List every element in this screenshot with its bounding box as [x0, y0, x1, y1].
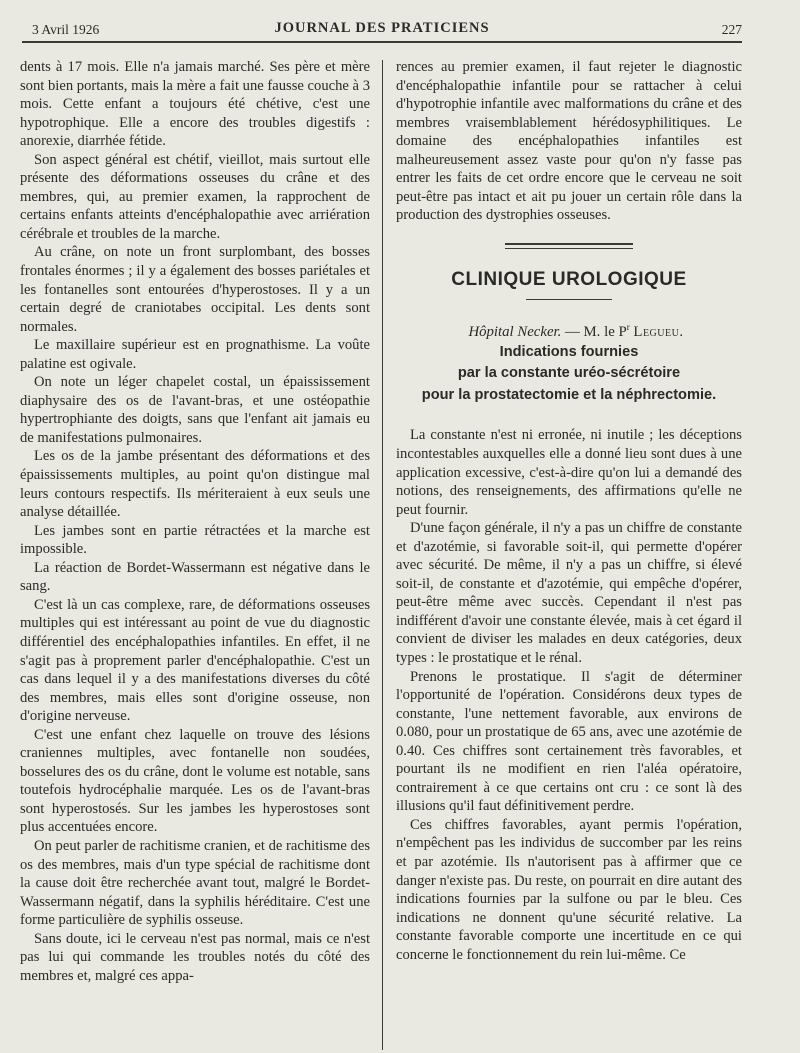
- left-column: [20, 58, 370, 985]
- paragraph: On note un léger chapelet costal, un épaississement diaphysaire des os de l'avant-bras, et une ostéopathie hypertrophiante des doigts, sans que l'enfant ait jamais eu de manifestations pulmonaires.: [20, 374, 370, 446]
- paragraph: On peut parler de rachitisme cranien, et de rachitisme des os des membres, mais d'un type spécial de rachitisme dont la cause doit être recherchée avant tout, malgré le Bordet-Wassermann négatif, dans la syphilis héréditaire. C'est une forme particulière de syphilis osseuse.: [20, 837, 370, 929]
- paragraph: D'une façon générale, il n'y a pas un chiffre de constante et d'azotémie, si favorable soit-il, qui permette d'opérer avec sécurité. De même, il n'y a pas un chiffre, si élevé soit-il, de constante et d'azotémie, qui empêche d'opérer, peut-être même avec succès. Cependant il n'est pas indifférent d'avoir une constante élevée, mais à cet égard il convient de diviser les malades en deux catégories, deux types : le prostatique et le rénal.: [396, 520, 742, 666]
- paragraph: La constante n'est ni erronée, ni inutile ; les déceptions incontestables auxquelles elle a donné lieu sont dues à une application excessive, c'est-à-dire qu'on lui a demandé des notions, des renseignements, des affirmations qu'elle ne peut fournir.: [396, 427, 742, 518]
- journal-title: JOURNAL DES PRATICIENS: [274, 20, 490, 36]
- paragraph: Sans doute, ici le cerveau n'est pas normal, mais ce n'est pas lui qui commande les troubles notés du côté des membres et, malgré ces appa-: [20, 930, 370, 984]
- byline-title-sup: r: [626, 322, 630, 333]
- right-column: [396, 58, 742, 964]
- subtitle-line: par la constante uréo-sécrétoire: [457, 365, 681, 382]
- section-title: CLINIQUE UROLOGIQUE: [451, 268, 687, 290]
- byline-author: Legueu.: [633, 324, 684, 341]
- running-header: [22, 18, 742, 40]
- byline-hospital: Hôpital Necker.: [468, 324, 562, 341]
- column-divider: [382, 60, 383, 1050]
- paragraph: Son aspect général est chétif, vieillot, mais surtout elle présente des déformations osseuses du crâne et des membres, qui, au premier examen, la rapprochent de certains enfants atteints d'encéphalopathie avec arriération cérébrale et troubles de la marche.: [20, 151, 370, 242]
- header-rule: [22, 41, 742, 43]
- paragraph: rences au premier examen, il faut rejeter le diagnostic d'encéphalopathie infantile pour se rattacher à celui d'hypotrophie infantile avec malformations du crâne et des membres vraisemblablement hérédosyphilitiques. Le domaine des encéphalopathies infantiles est malheureusement assez vaste pour qu'on n'y fasse pas entrer les faits de cet ordre encore que le cerveau ne soit peut-être pas intact et ait pu jouer un certain rôle dans la production des dystrophies osseuses.: [396, 59, 742, 224]
- paragraph: Le maxillaire supérieur est en prognathisme. La voûte palatine est ogivale.: [20, 337, 370, 372]
- paragraph: Ces chiffres favorables, ayant permis l'opération, n'empêchent pas les individus de succomber par les reins et par azotémie. Ils n'autorisent pas à affirmer que ce danger n'existe pas. Du reste, on pourrait en dire autant des indications fournies par la sulfone ou par le bleu. Ces indications ne donnent qu'une sécurité relative. La constante favorable comporte une incertitude en ce qui concerne le fonctionnement du rein lui-même. Ce: [396, 816, 742, 963]
- section-divider: [505, 243, 633, 249]
- paragraph: dents à 17 mois. Elle n'a jamais marché. Ses père et mère sont bien portants, mais la mère a fait une fausse couche à 3 mois. Cette enfant a toujours été chétive, c'est une hypotrophique. Elle a encore des troubles digestifs : anorexie, diarrhée fétide.: [20, 59, 370, 150]
- page-number: 227: [721, 22, 742, 37]
- paragraph: Les os de la jambe présentant des déformations et des épaississements multiples, au point qu'on distingue mal leurs contours respectifs. Ils mériteraient à eux seuls une analyse détaillée.: [20, 448, 370, 521]
- subtitle-line: pour la prostatectomie et la néphrectomie.: [421, 386, 717, 403]
- subtitle-line: Indications fournies: [499, 343, 639, 360]
- paragraph: C'est là un cas complexe, rare, de déformations osseuses multiples qui est intéressant au point de vue du diagnostic différentiel des encéphalopathies infantiles. En effet, il ne s'agit pas à proprement parler d'encéphalopathie. C'est un cas dans lequel il y a des manifestations diverses du côté des membres, mais elles sont d'origine osseuse, non d'origine nerveuse.: [20, 596, 370, 725]
- paragraph: C'est une enfant chez laquelle on trouve des lésions craniennes multiples, avec fontanelle non soudées, bosselures des os du crâne, dont le volume est notable, sans toutefois hydrocéphalie marquée. Les os de l'avant-bras sont hyperostosés. Sur les jambes les hyperostoses sont plus accentuées encore.: [20, 726, 370, 836]
- paragraph: La réaction de Bordet-Wassermann est négative dans le sang.: [20, 559, 370, 595]
- article-subtitle: [396, 342, 742, 407]
- paragraph: Les jambes sont en partie rétractées et la marche est impossible.: [20, 522, 370, 558]
- byline: [396, 318, 742, 341]
- byline-dash: — M. le P: [565, 324, 627, 341]
- paragraph: Au crâne, on note un front surplombant, des bosses frontales énormes ; il y a également des bosses pariétales et les fontanelles sont entourées d'hyperostoses. Il y a un certain degré de craniotabes occipital. Les dents sont normales.: [20, 244, 370, 335]
- header-date: 3 Avril 1926: [32, 22, 100, 37]
- title-underline: [526, 299, 612, 300]
- paragraph: Prenons le prostatique. Il s'agit de déterminer l'opportunité de l'opération. Considérons deux types de constante, l'une nettement favorable, aux environs de 0.080, pour un prostatique de 65 ans, avec une azotémie de 0.40. Ces chiffres sont certainement très favorables, et pourtant ils ne modifient en rien l'aléa opératoire, contrairement à ce que certains ont cru : ce sont là des illusions qu'il faut définitivement perdre.: [396, 668, 742, 815]
